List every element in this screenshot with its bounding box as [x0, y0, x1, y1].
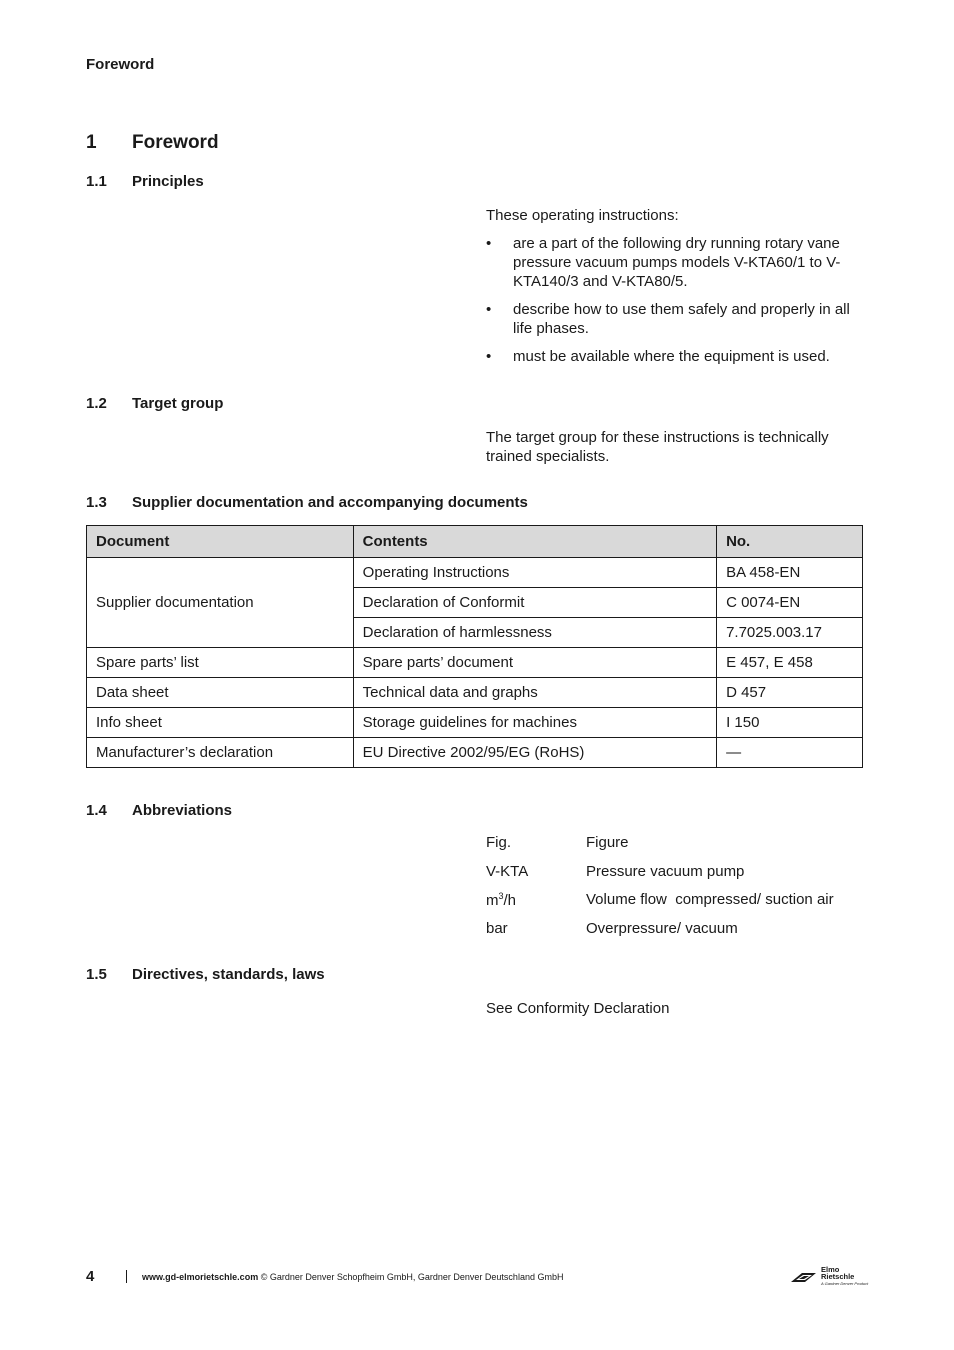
- table-cell: BA 458-EN: [717, 558, 863, 588]
- list-item: [486, 834, 834, 863]
- section-heading-1-4: [86, 802, 232, 819]
- logo-line: Elmo: [821, 1265, 840, 1274]
- logo-tagline: A Gardner Denver Product: [821, 1281, 869, 1286]
- table-cell: Operating Instructions: [353, 558, 716, 588]
- principles-list: [486, 234, 866, 366]
- section-number: 1: [86, 132, 97, 153]
- section-number: 1.3: [86, 494, 107, 511]
- column-header: No.: [717, 526, 863, 558]
- abbreviation-meaning: Overpressure/ vacuum: [586, 919, 738, 937]
- table-cell: Manufacturer’s declaration: [87, 738, 354, 768]
- table-cell: C 0074-EN: [717, 588, 863, 618]
- footer-divider: [126, 1270, 127, 1283]
- abbreviation: V-KTA: [486, 862, 529, 880]
- table-header-row: [87, 526, 863, 558]
- section-title: Abbreviations: [132, 802, 233, 819]
- table-cell: Declaration of Conformit: [353, 588, 716, 618]
- table-cell: Supplier documentation: [87, 558, 354, 648]
- section-heading-1-3: [86, 494, 528, 511]
- table-cell: EU Directive 2002/95/EG (RoHS): [353, 738, 716, 768]
- abbreviation-tail: /h: [503, 892, 517, 909]
- footer-text: [142, 1272, 563, 1282]
- abbreviation-superscript: 3: [498, 891, 504, 901]
- brand-logo: [790, 1266, 868, 1287]
- logo-swoosh-icon: [790, 1270, 818, 1284]
- page-footer: [86, 1268, 563, 1285]
- abbreviation-meaning: Pressure vacuum pump: [586, 862, 745, 880]
- principles-intro: These operating instructions:: [486, 207, 679, 224]
- section-title: Foreword: [132, 132, 219, 153]
- abbreviation-base: m: [486, 892, 499, 909]
- abbreviation-meaning: Figure: [586, 834, 629, 851]
- table-row: [87, 678, 863, 708]
- section-title: Directives, standards, laws: [132, 966, 325, 983]
- table-cell: Storage guidelines for machines: [353, 708, 716, 738]
- table-cell: Spare parts’ list: [87, 648, 354, 678]
- table-cell: Info sheet: [87, 708, 354, 738]
- page-number: 4: [86, 1268, 95, 1285]
- table-cell: D 457: [717, 678, 863, 708]
- table-cell: E 457, E 458: [717, 648, 863, 678]
- column-header: Document: [87, 526, 354, 558]
- table-cell: Technical data and graphs: [353, 678, 716, 708]
- section-heading-1-2: [86, 395, 223, 412]
- documents-table: [86, 525, 863, 768]
- list-item: • must be available where the equipment is used.: [486, 347, 866, 366]
- table-row: [87, 708, 863, 738]
- logo-wordmark: [821, 1266, 868, 1287]
- section-heading-1-5: [86, 966, 325, 983]
- abbreviation-meaning: Volume flow compressed/ suction air: [586, 891, 834, 908]
- table-cell: Spare parts’ document: [353, 648, 716, 678]
- table-cell: Data sheet: [87, 678, 354, 708]
- table-cell: —: [717, 738, 863, 768]
- table-row: [87, 648, 863, 678]
- column-header: Contents: [353, 526, 716, 558]
- list-item: [486, 920, 834, 949]
- table-cell: I 150: [717, 708, 863, 738]
- footer-copyright: © Gardner Denver Schopfheim GmbH, Gardner Denver Deutschland GmbH: [258, 1271, 564, 1282]
- abbreviations-list: [486, 834, 834, 948]
- section-title: Supplier documentation and accompanying documents: [132, 494, 528, 511]
- section-number: 1.4: [86, 802, 107, 819]
- section-title: Target group: [132, 395, 224, 412]
- table-row: [87, 738, 863, 768]
- abbreviation: [486, 891, 586, 920]
- section-number: 1.1: [86, 173, 107, 190]
- abbreviation: bar: [486, 919, 508, 937]
- section-heading-1: [86, 132, 219, 154]
- directives-text: See Conformity Declaration: [486, 1000, 670, 1017]
- list-item: [486, 863, 834, 892]
- list-item: • are a part of the following dry running rotary vane pressure vacuum pumps models V-KTA60/1 to V-KTA140/3 and V-KTA80/5.: [486, 234, 866, 291]
- table-cell: Declaration of harmlessness: [353, 618, 716, 648]
- running-header: Foreword: [86, 56, 155, 73]
- section-number: 1.2: [86, 395, 107, 412]
- principles-body: [486, 206, 866, 375]
- footer-url: www.gd-elmorietschle.com: [142, 1271, 259, 1282]
- target-group-text: The target group for these instructions is technically trained specialists.: [486, 429, 829, 465]
- logo-line: Rietschle: [821, 1272, 855, 1281]
- table-row: [87, 558, 863, 588]
- table-cell: 7.7025.003.17: [717, 618, 863, 648]
- list-item: • describe how to use them safely and properly in all life phases.: [486, 300, 866, 338]
- section-number: 1.5: [86, 966, 107, 983]
- section-title: Principles: [132, 173, 204, 190]
- abbreviation: Fig.: [486, 834, 512, 851]
- list-item: [486, 891, 834, 920]
- section-heading-1-1: [86, 173, 204, 190]
